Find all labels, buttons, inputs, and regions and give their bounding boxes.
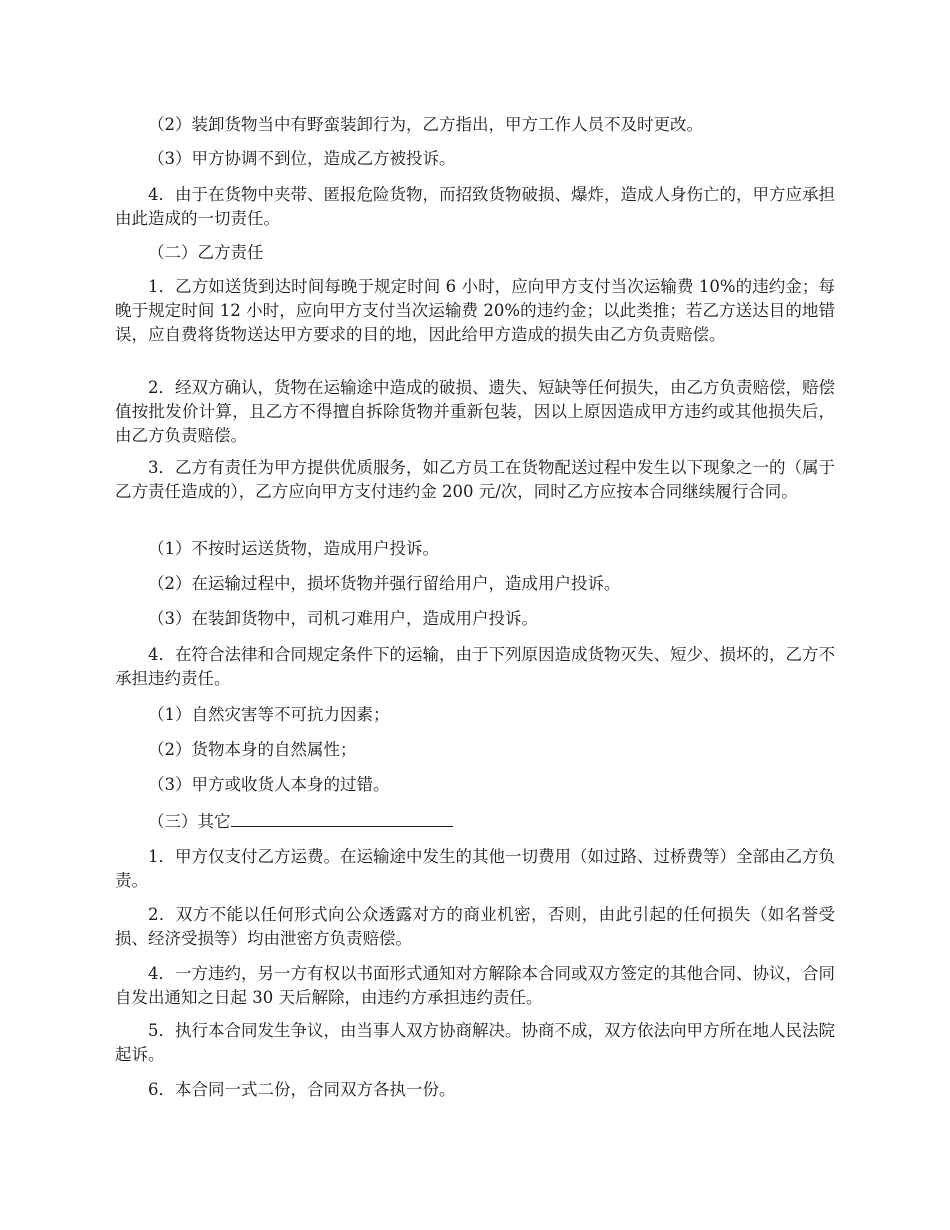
- paragraph-5: 1．乙方如送货到达时间每晚于规定时间 6 小时，应向甲方支付当次运输费 10%的违约金；每晚于规定时间 12 小时，应向甲方支付当次运输费 20%的违约金；以此类推；若乙方送达目的地错误，应自费将货物送达甲方要求的目的地，因此给甲方造成的损失由乙方负责赔偿。: [115, 277, 835, 344]
- paragraph-6: 2．经双方确认，货物在运输途中造成的破损、遗失、短缺等任何损失，由乙方负责赔偿，赔偿值按批发价计算，且乙方不得擅自拆除货物并重新包装，因以上原因造成甲方违约或其他损失后，由乙方负责赔偿。: [115, 378, 835, 445]
- section-heading-other-label: （三）其它: [148, 812, 231, 831]
- paragraph-8: （1）不按时运送货物，造成用户投诉。: [148, 539, 439, 558]
- paragraph-17: 2．双方不能以任何形式向公众透露对方的商业机密，否则，由此引起的任何损失（如名誉受损、经济受损等）均由泄密方负责赔偿。: [115, 905, 835, 948]
- paragraph-7: 3．乙方有责任为甲方提供优质服务，如乙方员工在货物配送过程中发生以下现象之一的（属于乙方责任造成的），乙方应向甲方支付违约金 200 元/次，同时乙方应按本合同继续履行合同。: [115, 458, 835, 501]
- paragraph-20: 6．本合同一式二份，合同双方各执一份。: [148, 1080, 456, 1099]
- paragraph-2: （3）甲方协调不到位，造成乙方被投诉。: [148, 149, 456, 168]
- paragraph-3: 4．由于在货物中夹带、匿报危险货物，而招致货物破损、爆炸，造成人身伤亡的，甲方应承担由此造成的一切责任。: [115, 185, 835, 228]
- paragraph-12: （1）自然灾害等不可抗力因素；: [148, 705, 390, 724]
- paragraph-11: 4．在符合法律和合同规定条件下的运输，由于下列原因造成货物灭失、短少、损坏的，乙方不承担违约责任。: [115, 645, 835, 688]
- fill-in-blank-line: [231, 809, 453, 827]
- paragraph-14: （3）甲方或收货人本身的过错。: [148, 775, 390, 794]
- section-heading-party-b: （二）乙方责任: [148, 243, 264, 262]
- section-heading-other: [115, 809, 835, 834]
- paragraph-10: （3）在装卸货物中，司机刁难用户，造成用户投诉。: [148, 609, 538, 628]
- paragraph-1: （2）装卸货物当中有野蛮装卸行为，乙方指出，甲方工作人员不及时更改。: [148, 115, 703, 134]
- paragraph-9: （2）在运输过程中，损坏货物并强行留给用户，造成用户投诉。: [148, 574, 621, 593]
- paragraph-16: 1．甲方仅支付乙方运费。在运输途中发生的其他一切费用（如过路、过桥费等）全部由乙方负责。: [115, 847, 835, 890]
- paragraph-19: 5．执行本合同发生争议，由当事人双方协商解决。协商不成，双方依法向甲方所在地人民法院起诉。: [115, 1021, 835, 1064]
- paragraph-18: 4．一方违约，另一方有权以书面形式通知对方解除本合同或双方签定的其他合同、协议，合同自发出通知之日起 30 天后解除，由违约方承担违约责任。: [115, 964, 835, 1007]
- paragraph-13: （2）货物本身的自然属性；: [148, 740, 357, 759]
